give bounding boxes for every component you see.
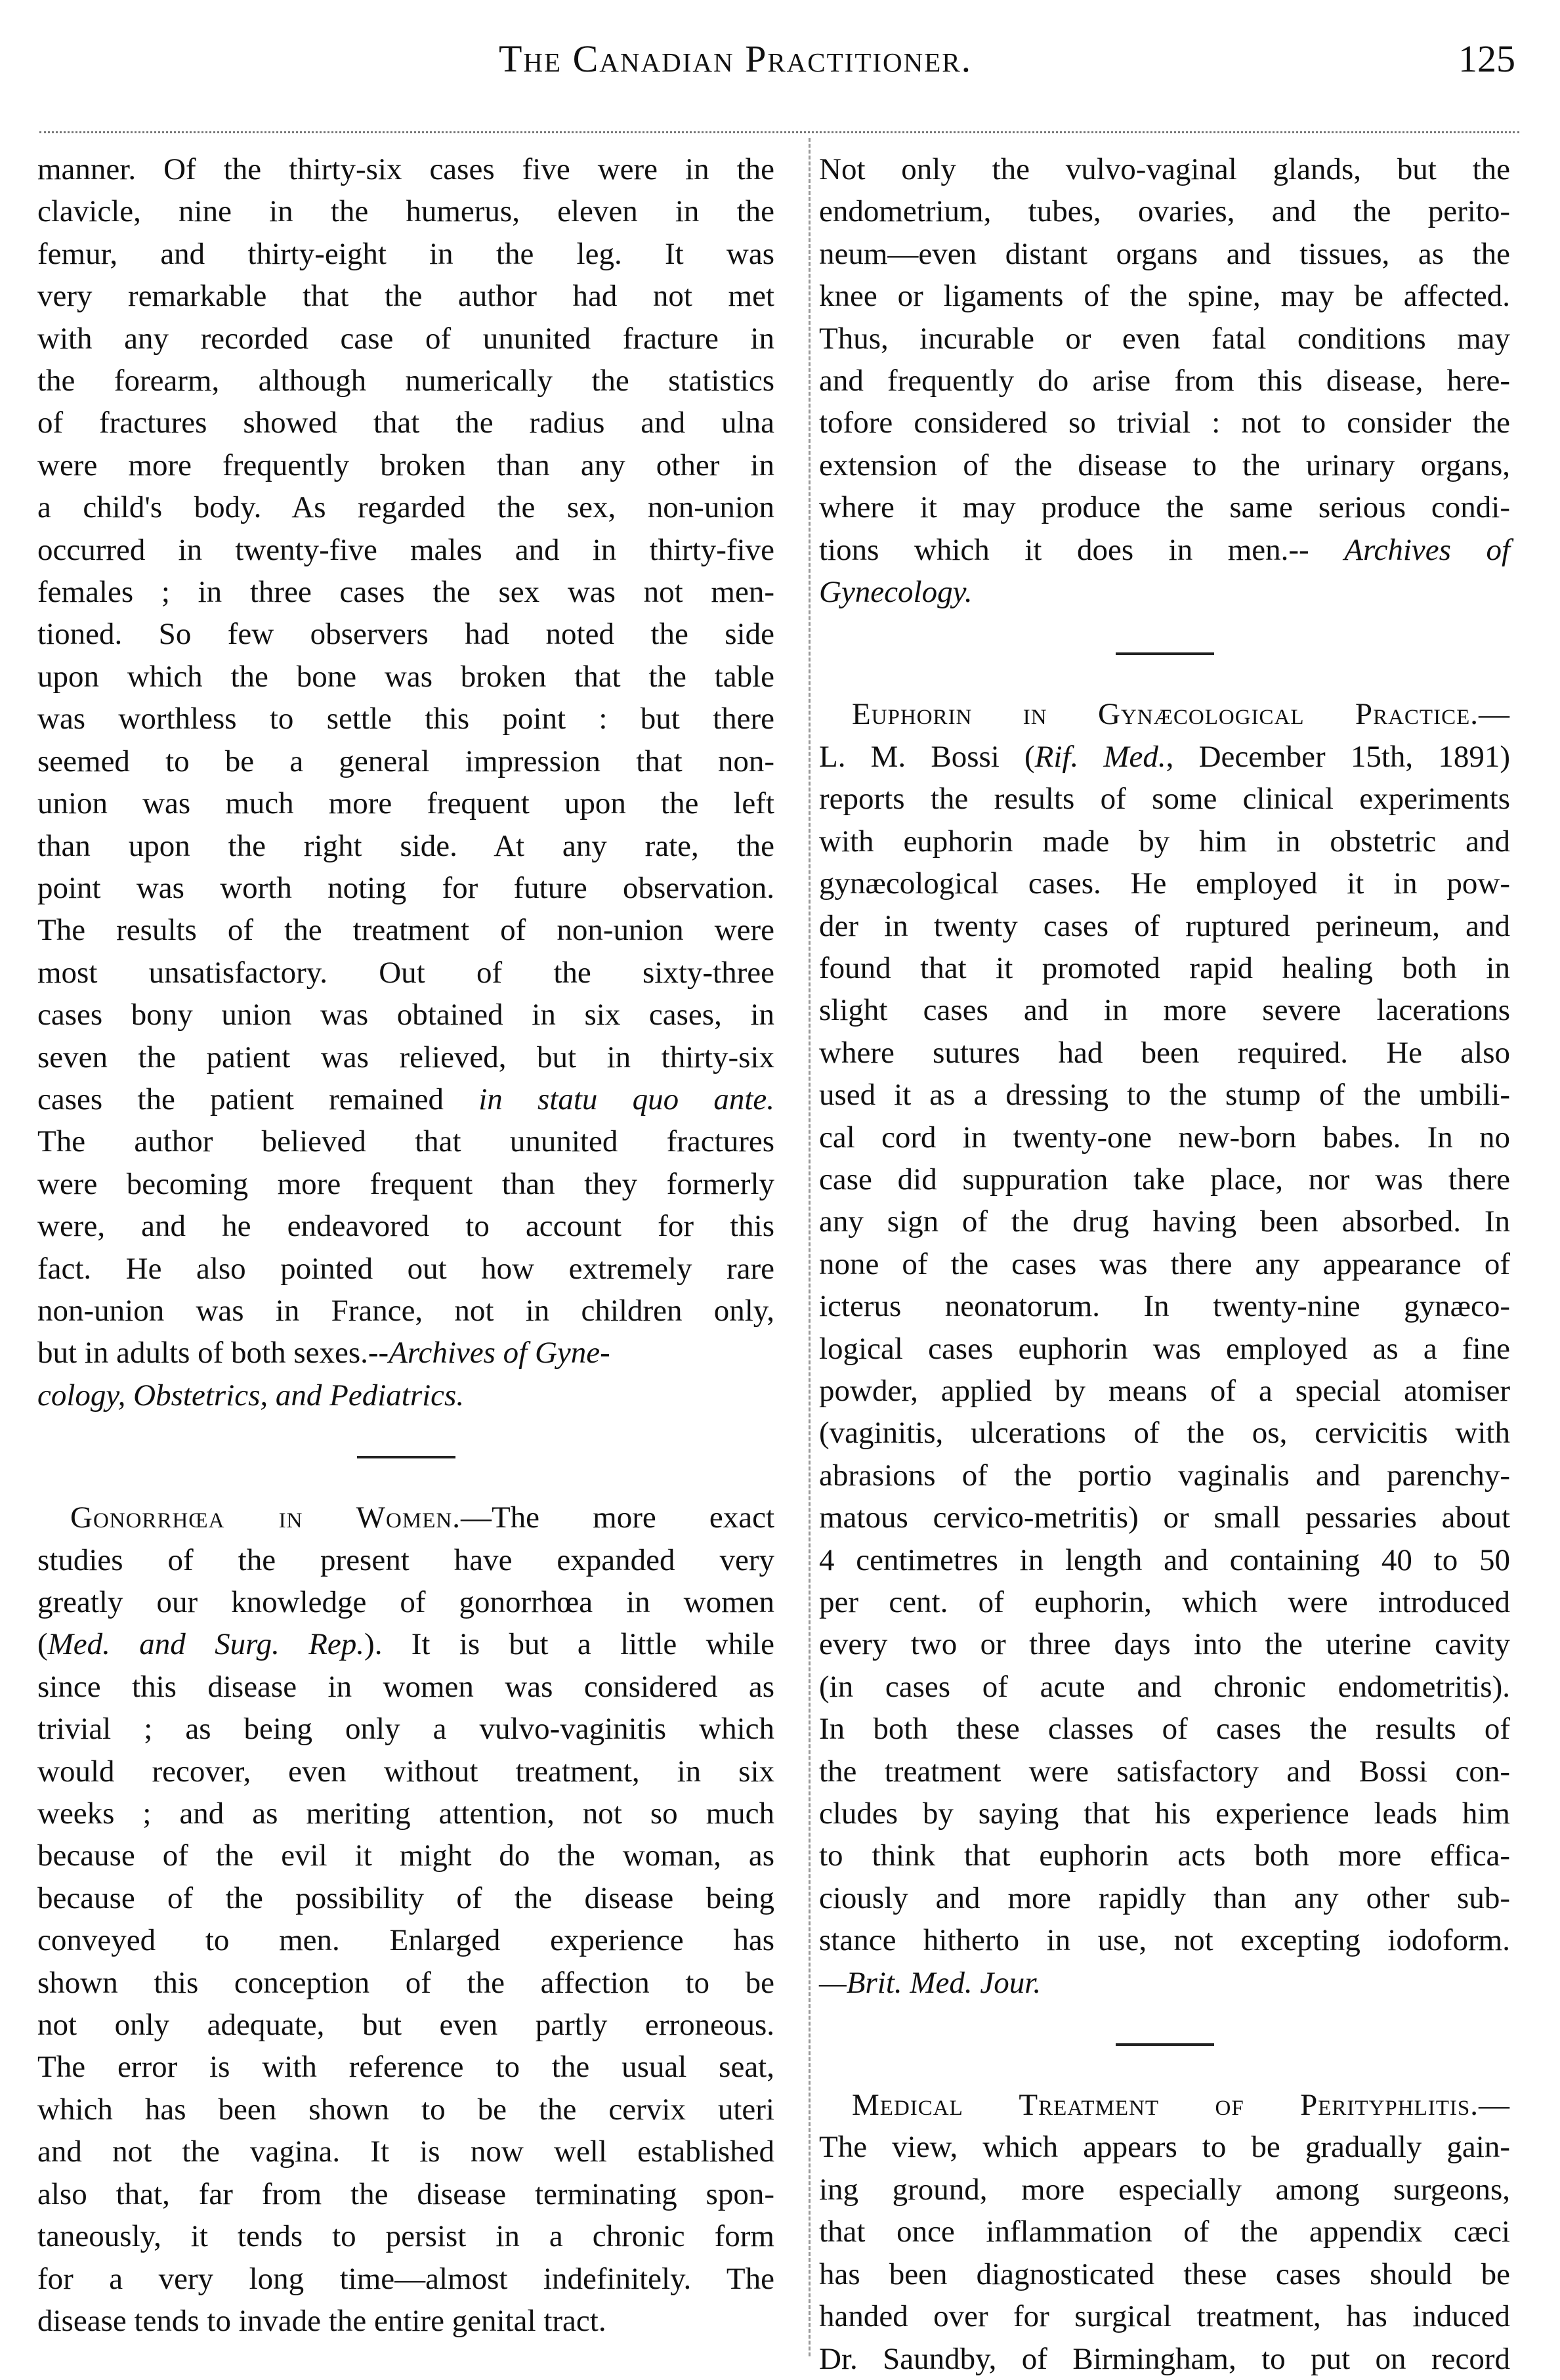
article-heading xyxy=(819,2084,1510,2126)
text-line: taneously, it tends to persist in a chronic form xyxy=(37,2219,774,2254)
text-line: would recover, even without treatment, in six xyxy=(37,1754,774,1789)
text-line: were more frequently broken than any other in xyxy=(37,448,774,482)
text-line: upon which the bone was broken that the table xyxy=(37,659,774,694)
text-line: (vaginitis, ulcerations of the os, cervicitis with xyxy=(819,1416,1510,1451)
source-date: , December 15th, 1891) xyxy=(1166,739,1510,774)
text-line: cal cord in twenty-one new-born babes. In no xyxy=(819,1120,1510,1155)
text-line: used it as a dressing to the stump of the umbili- xyxy=(819,1078,1510,1113)
journal-title: The Canadian Practitioner. xyxy=(499,37,973,80)
text-line: ing ground, more especially among surgeons, xyxy=(819,2172,1510,2207)
text-line: endometrium, tubes, ovaries, and the perito- xyxy=(819,194,1510,229)
text-line: to think that euphorin acts both more effica- xyxy=(819,1838,1510,1873)
text-line: tofore considered so trivial : not to consider the xyxy=(819,406,1510,440)
text-line: union was much more frequent upon the left xyxy=(37,786,774,821)
text-line: The results of the treatment of non-union were xyxy=(37,913,774,948)
text-line: icterus neonatorum. In twenty-nine gynæco- xyxy=(819,1289,1510,1324)
text-line: was worthless to settle this point : but there xyxy=(37,702,774,736)
article-first-line xyxy=(37,1497,774,1539)
text-line: neum—even distant organs and tissues, as the xyxy=(819,236,1510,271)
text-line: not only adequate, but even partly erroneous. xyxy=(37,2008,774,2043)
text-line: also that, far from the disease terminating spon- xyxy=(37,2177,774,2211)
article-body xyxy=(37,1666,774,2343)
heading-text: Euphorin in Gynæcological Practice. xyxy=(852,697,1479,732)
article-citation-line-2: cology, Obstetrics, and Pediatrics. xyxy=(37,1378,465,1413)
text-line: (Med. and Surg. Rep.). It is but a little while xyxy=(37,1627,774,1662)
section-divider xyxy=(1116,2043,1214,2046)
text-fragment: ). It is but a little while xyxy=(364,1627,774,1662)
text-fragment: tions which it does in men.-- xyxy=(819,532,1309,567)
header-rule xyxy=(39,131,1519,133)
left-column xyxy=(37,148,774,2342)
heading-dash: — xyxy=(1479,2088,1510,2123)
article-body xyxy=(819,2126,1510,2379)
citation-source: Archives of xyxy=(1344,532,1511,567)
heading-text: Medical Treatment of Perityphlitis. xyxy=(852,2088,1479,2123)
text-line: Dr. Saundby, of Birmingham, to put on record xyxy=(819,2341,1510,2376)
text-line: any sign of the drug having been absorbed. In xyxy=(819,1204,1510,1239)
text-line: most unsatisfactory. Out of the sixty-three xyxy=(37,955,774,990)
text-line: extension of the disease to the urinary organs, xyxy=(819,448,1510,482)
text-line: matous cervico-metritis) or small pessaries about xyxy=(819,1500,1510,1535)
latin-phrase: in statu quo ante. xyxy=(478,1082,774,1116)
text-line: 4 centimetres in length and containing 40 to 50 xyxy=(819,1542,1510,1577)
text-line: of fractures showed that the radius and ulna xyxy=(37,406,774,440)
text-line: case did suppuration take place, nor was there xyxy=(819,1162,1510,1197)
citation-prefix: but in adults of both sexes.-- xyxy=(37,1336,389,1371)
text-line: seemed to be a general impression that non- xyxy=(37,744,774,778)
text-line: females ; in three cases the sex was not men- xyxy=(37,575,774,610)
page-number: 125 xyxy=(1458,37,1515,80)
text-line: logical cases euphorin was employed as a fine xyxy=(819,1331,1510,1366)
text-line: gynæcological cases. He employed it in pow- xyxy=(819,866,1510,901)
text-line: the forearm, although numerically the statistics xyxy=(37,364,774,398)
text-line: a child's body. As regarded the sex, non-union xyxy=(37,490,774,525)
article-body xyxy=(819,778,1510,1961)
text-line: that once inflammation of the appendix cæci xyxy=(819,2215,1510,2249)
article-citation-line xyxy=(37,1332,774,1374)
text-line: point was worth noting for future observation. xyxy=(37,870,774,905)
article-heading: Gonorrhœa in Women. xyxy=(70,1500,461,1535)
text-line: stance hitherto in use, not excepting iodoform. xyxy=(819,1923,1510,1958)
text-line: weeks ; and as meriting attention, not so much xyxy=(37,1796,774,1831)
text-line: were, and he endeavored to account for this xyxy=(37,1209,774,1244)
text-line: and not the vagina. It is now well established xyxy=(37,2135,774,2169)
text-line: handed over for surgical treatment, has induced xyxy=(819,2299,1510,2334)
column-divider xyxy=(809,138,811,2356)
text-line: ciously and more rapidly than any other sub- xyxy=(819,1881,1510,1915)
text-line: clavicle, nine in the humerus, eleven in the xyxy=(37,194,774,229)
text-line: femur, and thirty-eight in the leg. It was xyxy=(37,236,774,271)
heading-dash: — xyxy=(1479,697,1510,732)
text-line: very remarkable that the author had not met xyxy=(37,279,774,314)
text-line xyxy=(819,529,1510,571)
text-line: cludes by saying that his experience leads him xyxy=(819,1796,1510,1831)
text-line: Thus, incurable or even fatal conditions may xyxy=(819,321,1510,356)
text-line: In both these classes of cases the results of xyxy=(819,1712,1510,1747)
text-line: Not only the vulvo-vaginal glands, but the xyxy=(819,152,1510,186)
text-line: which has been shown to be the cervix uteri xyxy=(37,2092,774,2127)
fracture-article-continuation xyxy=(37,148,774,1332)
article-perityphlitis xyxy=(819,2084,1510,2380)
section-divider xyxy=(357,1456,455,1458)
text-line: greatly our knowledge of gonorrhœa in women xyxy=(37,1585,774,1619)
right-column xyxy=(819,148,1510,2380)
text-line: shown this conception of the affection to be xyxy=(37,1965,774,2000)
text-line: every two or three days into the uterine cavity xyxy=(819,1627,1510,1662)
text-line: because of the possibility of the disease being xyxy=(37,1881,774,1915)
text-line: cases the patient remained in statu quo ante. xyxy=(37,1082,774,1116)
text-line: conveyed to men. Enlarged experience has xyxy=(37,1923,774,1958)
text-line: fact. He also pointed out how extremely rare xyxy=(37,1251,774,1286)
text-line: trivial ; as being only a vulvo-vaginitis which xyxy=(37,1712,774,1747)
text-line: per cent. of euphorin, which were introduced xyxy=(819,1585,1510,1619)
text-line: seven the patient was relieved, but in thirty-six xyxy=(37,1040,774,1074)
text-line: manner. Of the thirty-six cases five were in the xyxy=(37,152,774,186)
text-line: powder, applied by means of a special atomiser xyxy=(819,1373,1510,1408)
text-line: with euphorin made by him in obstetric and xyxy=(819,824,1510,859)
text-line: found that it promoted rapid healing both in xyxy=(819,950,1510,985)
text-line: disease tends to invade the entire genital tract. xyxy=(37,2303,606,2338)
citation-line: Gynecology. xyxy=(819,575,973,610)
text-line: since this disease in women was considered as xyxy=(37,1669,774,1704)
gonorrhoea-article-continuation xyxy=(819,148,1510,529)
text-line: The error is with reference to the usual seat, xyxy=(37,2050,774,2085)
text-line: slight cases and in more severe lacerations xyxy=(819,993,1510,1028)
text-line: with any recorded case of ununited fracture in xyxy=(37,321,774,356)
citation-source: Archives of Gyne- xyxy=(389,1336,610,1371)
article-gonorrhoea xyxy=(37,1497,774,2342)
text-line: tioned. So few observers had noted the side xyxy=(37,617,774,652)
text-line: The view, which appears to be gradually gain- xyxy=(819,2130,1510,2165)
article-heading xyxy=(819,693,1510,735)
author-line xyxy=(819,736,1510,778)
text-line: where it may produce the same serious condi- xyxy=(819,490,1510,525)
text-line: knee or ligaments of the spine, may be affected. xyxy=(819,279,1510,314)
text-line: reports the results of some clinical experiments xyxy=(819,782,1510,817)
text-line: than upon the right side. At any rate, the xyxy=(37,828,774,863)
source-reference: Rif. Med. xyxy=(1034,739,1166,774)
text-line: The author believed that ununited fractures xyxy=(37,1124,774,1159)
text-line: der in twenty cases of ruptured perineum, and xyxy=(819,908,1510,943)
heading-dash: — xyxy=(460,1500,492,1535)
text-fragment: The more exact xyxy=(491,1500,774,1535)
text-line: abrasions of the portio vaginalis and parenchy- xyxy=(819,1458,1510,1493)
text-line: has been diagnosticated these cases should be xyxy=(819,2257,1510,2291)
text-line: (in cases of acute and chronic endometritis). xyxy=(819,1669,1510,1704)
source-reference: Med. and Surg. Rep. xyxy=(47,1627,365,1662)
text-line: studies of the present have expanded very xyxy=(37,1542,774,1577)
section-divider xyxy=(1116,652,1214,655)
text-line: the treatment were satisfactory and Bossi con- xyxy=(819,1754,1510,1789)
article-citation: —Brit. Med. Jour. xyxy=(819,1965,1042,2000)
text-line: occurred in twenty-five males and in thirty-five xyxy=(37,532,774,567)
text-line: and frequently do arise from this disease, here- xyxy=(819,364,1510,398)
text-line: were becoming more frequent than they formerly xyxy=(37,1166,774,1201)
article-euphorin xyxy=(819,693,1510,2004)
text-line: for a very long time—almost indefinitely. The xyxy=(37,2261,774,2296)
running-head xyxy=(0,18,1560,91)
text-line: where sutures had been required. He also xyxy=(819,1035,1510,1070)
text-line: none of the cases was there any appearance of xyxy=(819,1246,1510,1281)
author-name: L. M. Bossi ( xyxy=(819,739,1035,774)
text-line: cases bony union was obtained in six cases, in xyxy=(37,998,774,1032)
text-line: non-union was in France, not in children only, xyxy=(37,1293,774,1328)
text-line: because of the evil it might do the woman, as xyxy=(37,1838,774,1873)
